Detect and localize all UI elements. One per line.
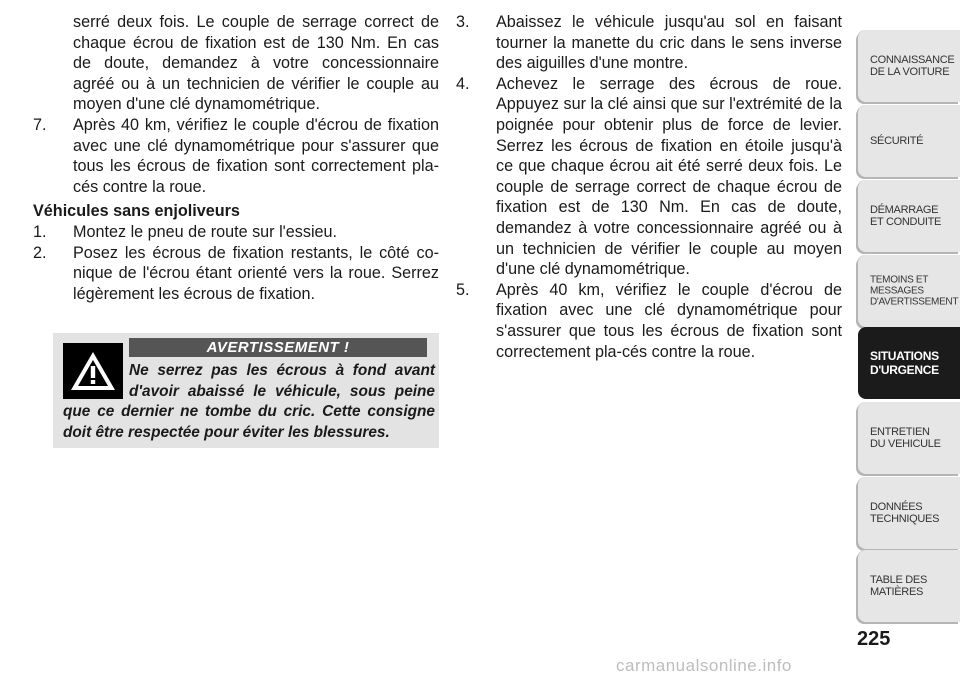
list-number: 5. [456,280,470,299]
list-text: Montez le pneu de route sur l'essieu. [73,222,338,241]
icon-spacer [63,361,129,401]
tab-entretien[interactable] [858,402,960,474]
tab-label: ENTRETIEN DU VEHICULE [870,426,941,450]
list-number: 1. [33,222,47,241]
warning-box [53,333,439,448]
list-number: 7. [33,115,47,134]
tab-label: SÉCURITÉ [870,135,924,147]
list-item-7 [33,115,439,197]
warning-body: Ne serrez pas les écrous à fond avant d'avoir abaissé le véhicule, sous peine que ce dernier ne tombe du cric. Cette consigne doit être respectée pour éviter les blessures. [63,362,435,441]
section-heading: Véhicules sans enjoliveurs [33,202,240,221]
tab-label: TEMOINS ET MESSAGES D'AVERTISSEMENT [870,274,959,308]
tab-temoins[interactable] [858,255,960,327]
warning-text [63,361,435,443]
continued-paragraph: serré deux fois. Le couple de serrage correct de chaque écrou de fixation est de 130 Nm. En cas de doute, demandez à votre concessionnaire agréé ou à un technicien de vérifier le couple au moyen d'une clé dynamométrique. [73,13,439,114]
tab-securite[interactable] [858,105,960,177]
list-text: Abaissez le véhicule jusqu'au sol en faisant tourner la manette du cric dans le sens inverse des aiguilles d'une montre. [496,13,842,73]
list-number: 3. [456,13,470,31]
list-item-2 [33,243,439,305]
page-number: 225 [857,628,891,650]
left-column [33,12,439,304]
watermark: carmanualsonline.info [616,656,792,675]
tab-label: TABLE DES MATIÈRES [870,574,928,598]
list-number: 4. [456,74,470,93]
right-column [456,12,842,362]
list-item-1 [33,222,439,243]
tab-situations-urgence[interactable] [858,327,960,399]
list-text: Après 40 km, vérifiez le couple d'écrou de fixation avec une clé dynamométrique pour s'assurer que tous les écrous de fixation sont correctement pla-cés contre la roue. [496,280,842,361]
list-item-4 [456,74,842,280]
tab-connaissance[interactable] [858,30,960,102]
tab-label: SITUATIONS D'URGENCE [870,349,939,377]
list-text: Achevez le serrage des écrous de roue. Appuyez sur la clé ainsi que sur l'extrémité de la poignée pour obtenir plus de force de levier. Serrez les écrous de fixation en étoile jusqu'à ce que chaque écrou ait été serré deux fois. Le couple de serrage correct de chaque écrou de fixation est de 130 Nm. En cas de doute, demandez à votre concessionnaire agréé ou à un technicien de vérifier le couple au moyen d'une clé dynamométrique. [496,74,842,279]
tab-demarrage[interactable] [858,180,960,252]
warning-title: AVERTISSEMENT ! [129,338,427,357]
tab-label: CONNAISSANCE DE LA VOITURE [870,54,955,78]
tab-table-matieres[interactable] [858,550,960,622]
list-text: Après 40 km, vérifiez le couple d'écrou de fixation avec une clé dynamométrique pour s'assurer que tous les écrous de fixation sont correctement pla-cés contre la roue. [73,115,439,196]
tab-label: DÉMARRAGE ET CONDUITE [870,204,942,228]
list-number: 2. [33,243,47,262]
list-text: Posez les écrous de fixation restants, le côté co-nique de l'écrou étant orienté vers la roue. Serrez légèrement les écrous de fixation. [73,243,439,303]
list-item-3 [456,12,842,74]
list-item-5 [456,280,842,362]
tab-label: DONNÉES TECHNIQUES [870,501,940,525]
tab-donnees[interactable] [858,477,960,549]
